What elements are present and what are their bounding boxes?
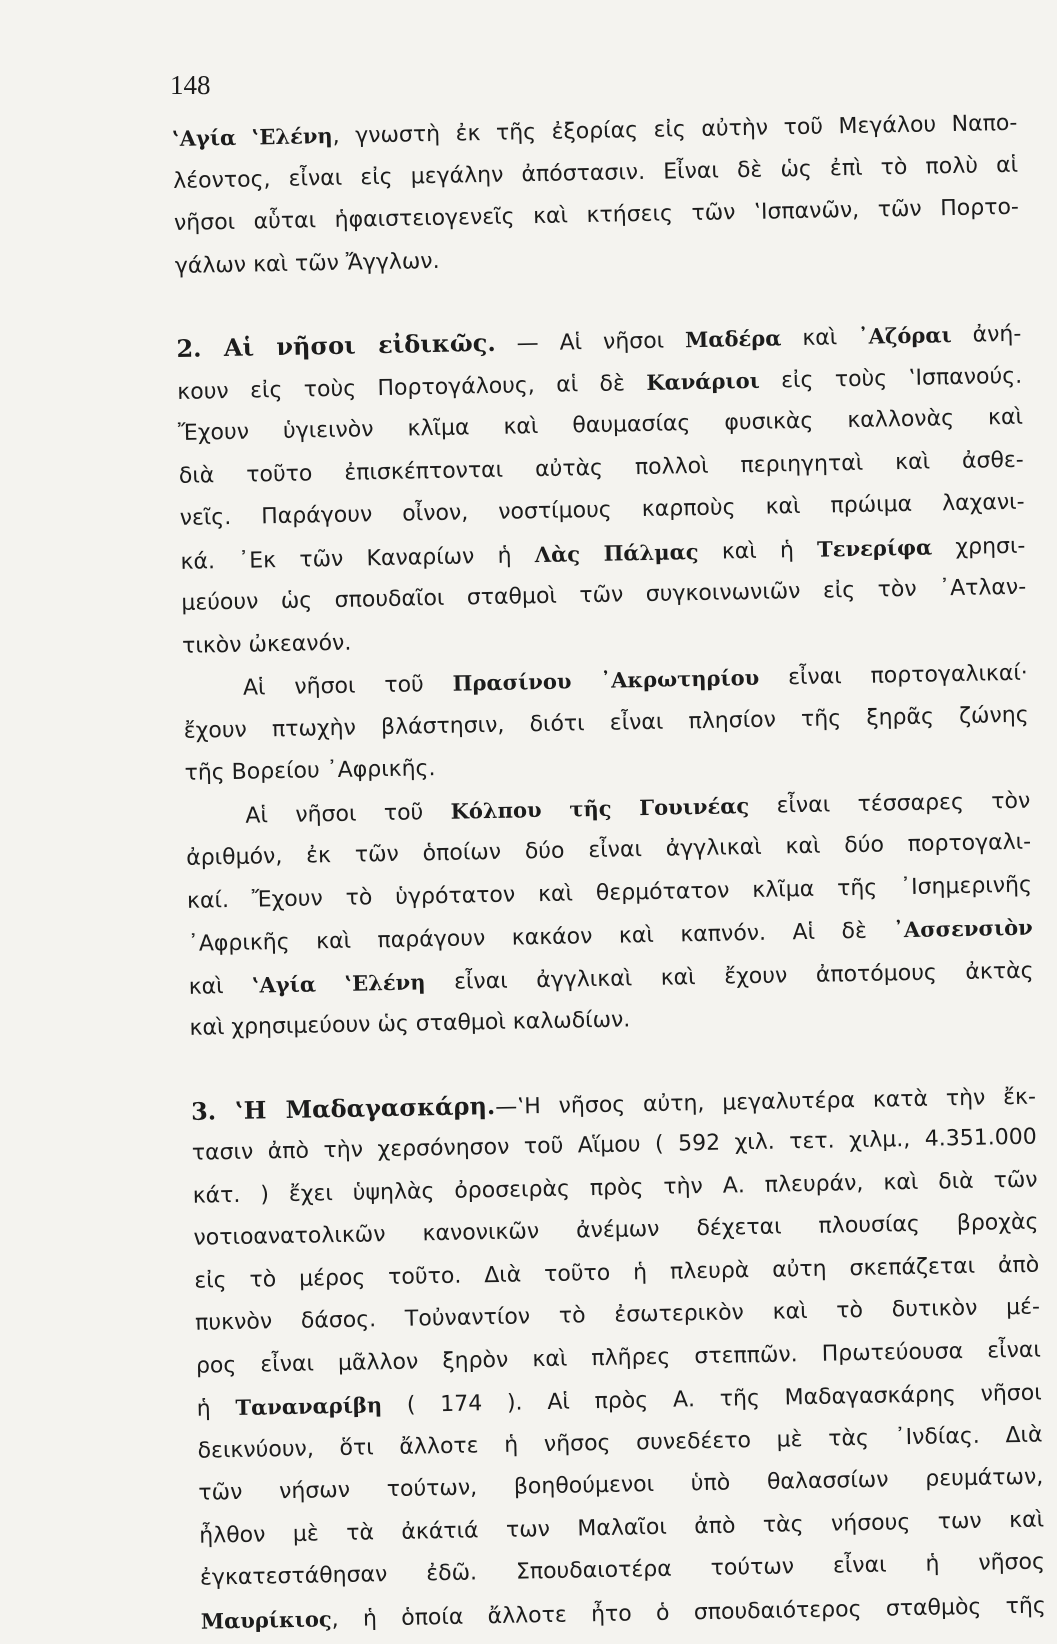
text-run: νοτιοανατολικῶν κανονικῶν ἀνέμων δέχεται πλουσίας βροχὰς xyxy=(193,1209,1039,1251)
text-run: ἀριθμόν, ἐκ τῶν ὁποίων δύο εἶναι ἀγγλικαὶ καὶ δύο πορτογαλι- xyxy=(185,829,1032,871)
bold-term: ᾿Ασσενσιὸν xyxy=(893,914,1033,943)
bold-term: ‛Αγία ‛Ελένη xyxy=(172,122,333,151)
bold-term: Μαδέρα xyxy=(684,325,782,353)
text-run: καὶ ἡ xyxy=(698,537,818,565)
text-run: ἐγκατεστάθησαν ἐδῶ. Σπουδαιοτέρα τούτων εἶναι ἡ νῆσος xyxy=(199,1549,1046,1591)
bold-term: ᾿Αζόραι xyxy=(857,322,952,349)
text-run: ἡ xyxy=(196,1396,236,1422)
text-run: , ἡ ὁποία ἄλλοτε ἦτο ὁ σπουδαιότερος σταθμὸς τῆς xyxy=(331,1593,1046,1632)
text-run: γάλων καὶ τῶν Ἄγγλων. xyxy=(174,248,440,279)
text-run: πυκνὸν δάσος. Τοὐναντίον τὸ ἐσωτερικὸν καὶ τὸ δυτικὸν μέ- xyxy=(194,1294,1041,1336)
text-run: εἰς τὸ μέρος τοῦτο. Διὰ τοῦτο ἡ πλευρὰ αὐτη σκεπάζεται ἀπὸ xyxy=(194,1252,1040,1294)
text-run: ᾿Αφρικῆς καὶ παράγουν κακάον καὶ καπνόν. Αἱ δὲ xyxy=(187,918,894,957)
text-run: κά. ᾿Εκ τῶν Καναρίων ἡ xyxy=(180,542,536,575)
text-run: νῆσοι αὗται ἡφαιστειογενεῖς καὶ κτήσεις τῶν ‛Ισπανῶν, τῶν Πορτο- xyxy=(173,194,1020,236)
text-run: ἔχουν πτωχὴν βλάστησιν, διότι εἶναι πλησίον τῆς ξηρᾶς ζώνης xyxy=(183,702,1029,744)
text-run: ( 174 ). Αἱ πρὸς Α. τῆς Μαδαγασκάρης νῆσοι xyxy=(381,1380,1042,1419)
text-run: Αἱ νῆσοι τοῦ xyxy=(242,671,453,701)
text-run: καὶ xyxy=(781,324,859,352)
bold-term: Πρασίνου ᾿Ακρωτηρίου xyxy=(452,664,760,696)
bold-term: Ταναναρίβη xyxy=(235,1392,383,1421)
section-heading-islands: 2. Αἱ νῆσοι εἰδικῶς. xyxy=(176,327,496,363)
section-heading-madagascar: 3. ‛Η Μαδαγασκάρη. xyxy=(190,1090,496,1126)
text-run: ρος εἶναι μᾶλλον ξηρὸν καὶ πλῆρες στεππῶν. Πρωτεύουσα εἶναι xyxy=(195,1337,1042,1379)
text-run: ἀνή- xyxy=(951,321,1022,349)
bold-term: Μαυρίκιος xyxy=(200,1605,332,1634)
text-run: εἶναι τέσσαρες τὸν xyxy=(748,788,1031,819)
text-run: ἦλθον μὲ τὰ ἀκάτιά των Μαλαῖοι ἀπὸ τὰς νήσους των καὶ xyxy=(198,1507,1045,1549)
text-run: λέοντος, εἶναι εἰς μεγάλην ἀπόστασιν. Εἶναι δὲ ὡς ἐπὶ τὸ πολὺ αἱ xyxy=(172,152,1019,194)
text-run: εἰς τοὺς ‛Ισπανούς. xyxy=(759,363,1023,394)
text-run: τῆς Βορείου ᾿Αφρικῆς. xyxy=(184,756,436,786)
body-text xyxy=(172,102,1046,1643)
text-run: — Αἱ νῆσοι xyxy=(495,328,686,357)
text-run: καὶ xyxy=(188,973,253,1000)
bold-term: Κόλπου τῆς Γουινέας xyxy=(450,792,750,824)
text-run: , γνωστὴ ἐκ τῆς ἐξορίας εἰς αὐτὴν τοῦ Μεγάλου Ναπο- xyxy=(332,110,1018,149)
text-run: κάτ. ) ἔχει ὑψηλὰς ὀροσειρὰς πρὸς τὴν Α. πλευράν, καὶ διὰ τῶν xyxy=(192,1167,1038,1209)
text-run: χρησι- xyxy=(931,533,1026,560)
text-run: τασιν ἀπὸ τὴν χερσόνησον τοῦ Αἵμου ( 592 χιλ. τετ. χιλμ., 4.351.000 xyxy=(191,1124,1037,1166)
text-run: —‛Η νῆσος αὐτη, μεγαλυτέρα κατὰ τὴν ἔκ- xyxy=(495,1084,1037,1120)
text-run: εἶναι πορτογαλικαί· xyxy=(758,660,1029,691)
text-run: νεῖς. Παράγουν οἶνον, νοστίμους καρποὺς καὶ πρώιμα λαχανι- xyxy=(179,489,1025,531)
text-run: εἶναι ἀγγλικαὶ καὶ ἔχουν ἀποτόμους ἀκτὰς xyxy=(425,958,1034,995)
page-number: 148 xyxy=(170,70,211,100)
bold-term: ‛Αγία ‛Ελένη xyxy=(251,968,426,998)
text-run: καί. Ἔχουν τὸ ὑγρότατον καὶ θερμότατον κλῖμα τῆς ᾿Ισημερινῆς xyxy=(186,872,1033,914)
text-run: κουν εἰς τοὺς Πορτογάλους, αἱ δὲ xyxy=(177,370,647,405)
text-run: καὶ χρησιμεύουν ὡς σταθμοὶ καλωδίων. xyxy=(189,1007,631,1041)
text-run: δεικνύουν, ὅτι ἄλλοτε ἡ νῆσος συνεδέετο μὲ τὰς ᾿Ινδίας. Διὰ xyxy=(197,1422,1043,1464)
bold-term: Λὰς Πάλμας xyxy=(534,538,699,567)
text-run: διὰ τοῦτο ἐπισκέπτονται αὐτὰς πολλοὶ περιηγηταὶ καὶ ἀσθε- xyxy=(178,447,1024,489)
text-run: Ἔχουν ὑγιεινὸν κλῖμα καὶ θαυμασίας φυσικὰς καλλονὰς καὶ xyxy=(177,404,1024,446)
text-run: μεύουν ὡς σπουδαῖοι σταθμοὶ τῶν συγκοινωνιῶν εἰς τὸν ᾿Ατλαν- xyxy=(181,574,1027,616)
text-run: τῶν νήσων τούτων, βοηθούμενοι ὑπὸ θαλασσίων ρευμάτων, xyxy=(198,1464,1044,1506)
bold-term: Κανάριοι xyxy=(646,367,760,395)
bold-term: Τενερίφα xyxy=(816,533,933,562)
text-run: τικὸν ὠκεανόν. xyxy=(181,630,352,659)
text-run: Αἱ νῆσοι τοῦ xyxy=(245,799,451,829)
